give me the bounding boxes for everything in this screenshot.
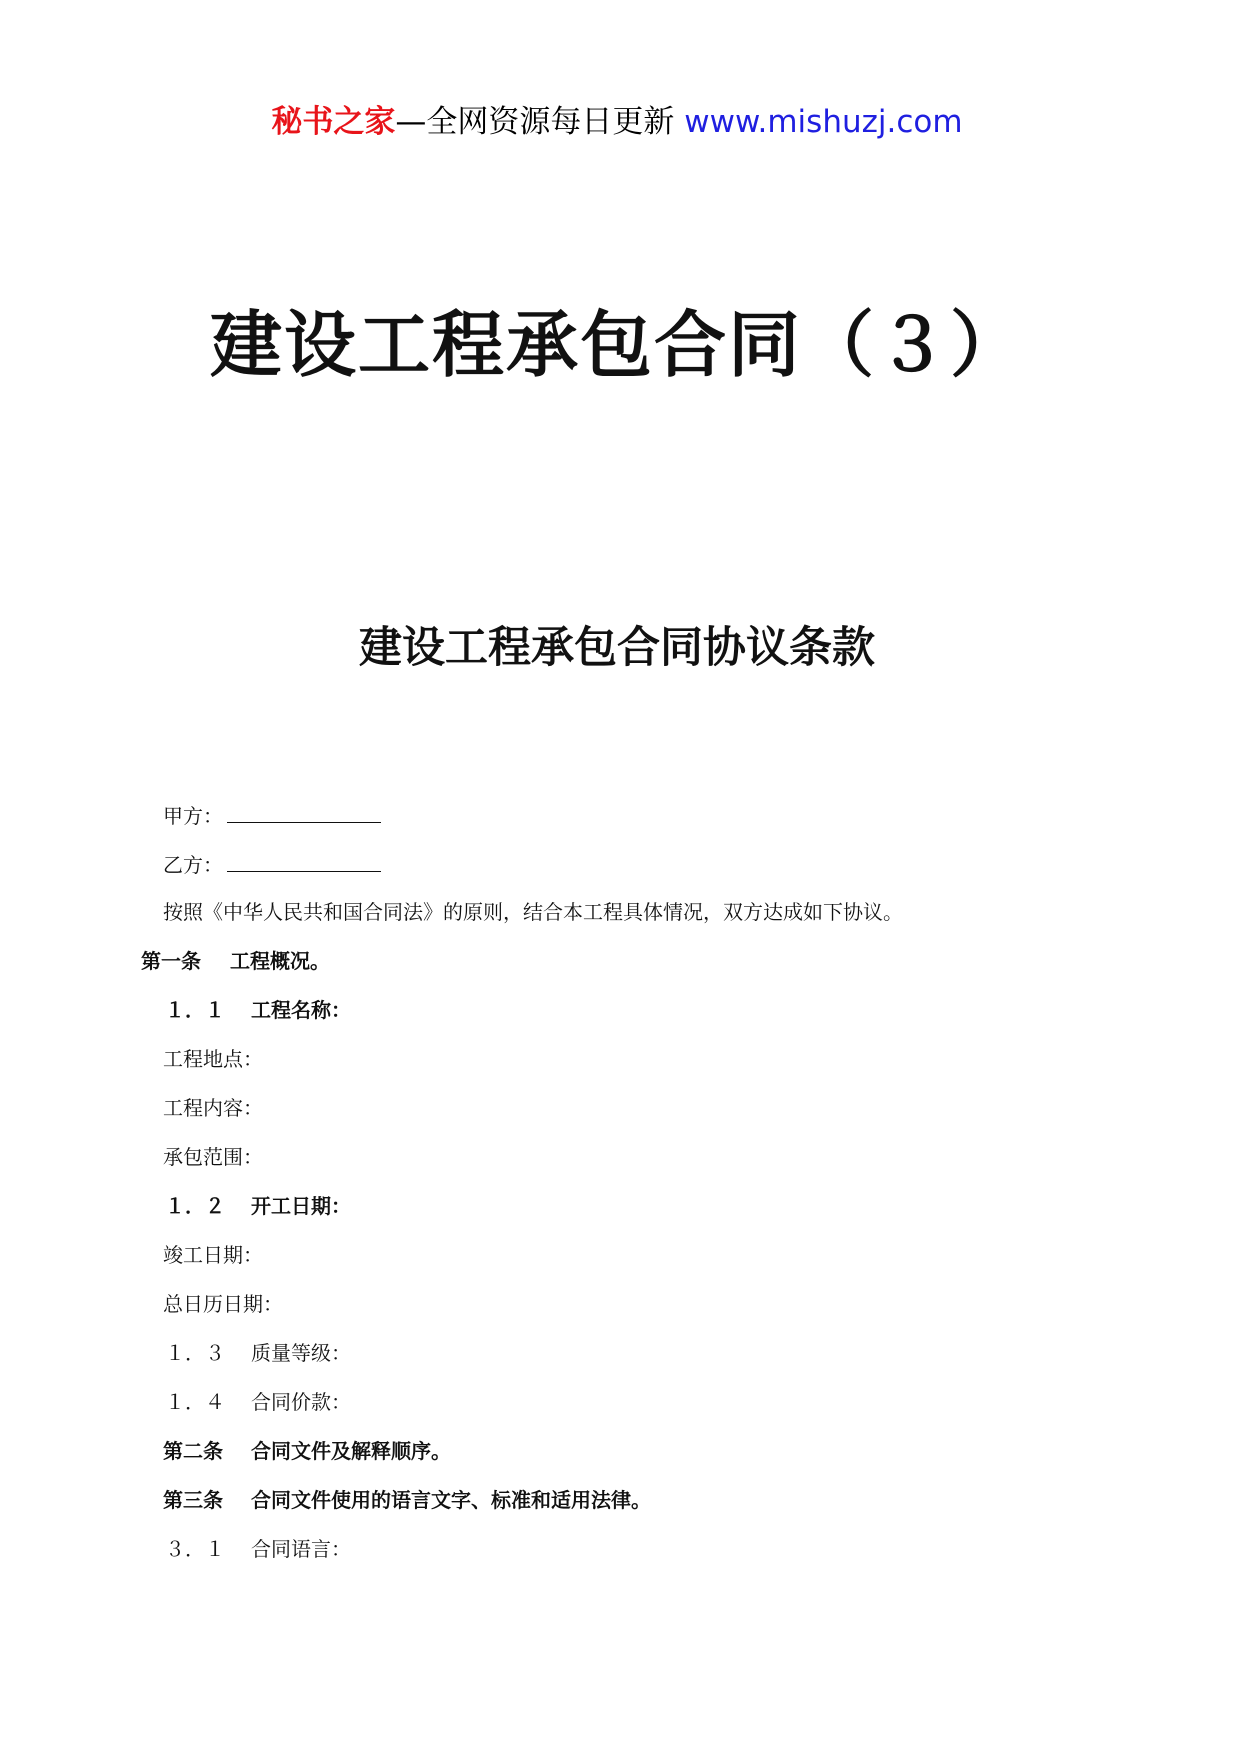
clause-1-3-label: 质量等级： xyxy=(251,1341,351,1365)
clause-1-4-number: １．４ xyxy=(165,1390,225,1414)
article-2-heading xyxy=(0,1435,1234,1484)
party-b-label: 乙方： xyxy=(163,853,223,877)
clause-1-4-label: 合同价款： xyxy=(251,1390,351,1414)
contract-scope-line xyxy=(0,1141,1234,1190)
site-header xyxy=(0,100,1234,144)
intro-line xyxy=(0,896,1234,945)
header-slogan: —全网资源每日更新 xyxy=(395,104,675,140)
article-1-number: 第一条 xyxy=(141,949,201,973)
total-days-line xyxy=(0,1288,1234,1337)
clause-1-3 xyxy=(0,1337,1234,1386)
document-body xyxy=(0,798,1234,1582)
party-a-label: 甲方： xyxy=(163,804,223,828)
clause-1-2-label: 开工日期： xyxy=(251,1194,351,1218)
party-a-blank[interactable] xyxy=(227,798,381,823)
clause-3-1-label: 合同语言： xyxy=(251,1537,351,1561)
clause-3-1-number: ３．１ xyxy=(165,1537,225,1561)
project-site-label: 工程地点： xyxy=(163,1047,263,1071)
site-url-link[interactable]: www.mishuzj.com xyxy=(684,104,963,140)
clause-1-4 xyxy=(0,1386,1234,1435)
party-b-blank[interactable] xyxy=(227,847,381,872)
intro-text: 按照《中华人民共和国合同法》的原则，结合本工程具体情况，双方达成如下协议。 xyxy=(163,900,903,924)
party-a-line xyxy=(0,798,1234,847)
article-1-heading xyxy=(0,945,1234,994)
contract-scope-label: 承包范围： xyxy=(163,1145,263,1169)
brand-name: 秘书之家 xyxy=(271,104,396,140)
clause-1-1-label: 工程名称： xyxy=(251,998,351,1022)
project-content-label: 工程内容： xyxy=(163,1096,263,1120)
document-title: 建设工程承包合同（３） xyxy=(209,302,1024,387)
clause-1-2-number: １．２ xyxy=(165,1194,225,1218)
clause-3-1 xyxy=(0,1533,1234,1582)
article-3-title: 合同文件使用的语言文字、标准和适用法律。 xyxy=(251,1488,651,1512)
completion-date-label: 竣工日期： xyxy=(163,1243,263,1267)
project-content-line xyxy=(0,1092,1234,1141)
article-3-heading xyxy=(0,1484,1234,1533)
clause-1-3-number: １．３ xyxy=(165,1341,225,1365)
article-2-title: 合同文件及解释顺序。 xyxy=(251,1439,451,1463)
clause-1-2 xyxy=(0,1190,1234,1239)
clause-1-1-number: １．１ xyxy=(165,998,225,1022)
total-days-label: 总日历日期： xyxy=(163,1292,283,1316)
party-b-line xyxy=(0,847,1234,896)
article-3-number: 第三条 xyxy=(163,1488,223,1512)
project-site-line xyxy=(0,1043,1234,1092)
clause-1-1 xyxy=(0,994,1234,1043)
article-2-number: 第二条 xyxy=(163,1439,223,1463)
completion-date-line xyxy=(0,1239,1234,1288)
document-subtitle: 建设工程承包合同协议条款 xyxy=(359,623,875,673)
article-1-title: 工程概况。 xyxy=(230,949,330,973)
